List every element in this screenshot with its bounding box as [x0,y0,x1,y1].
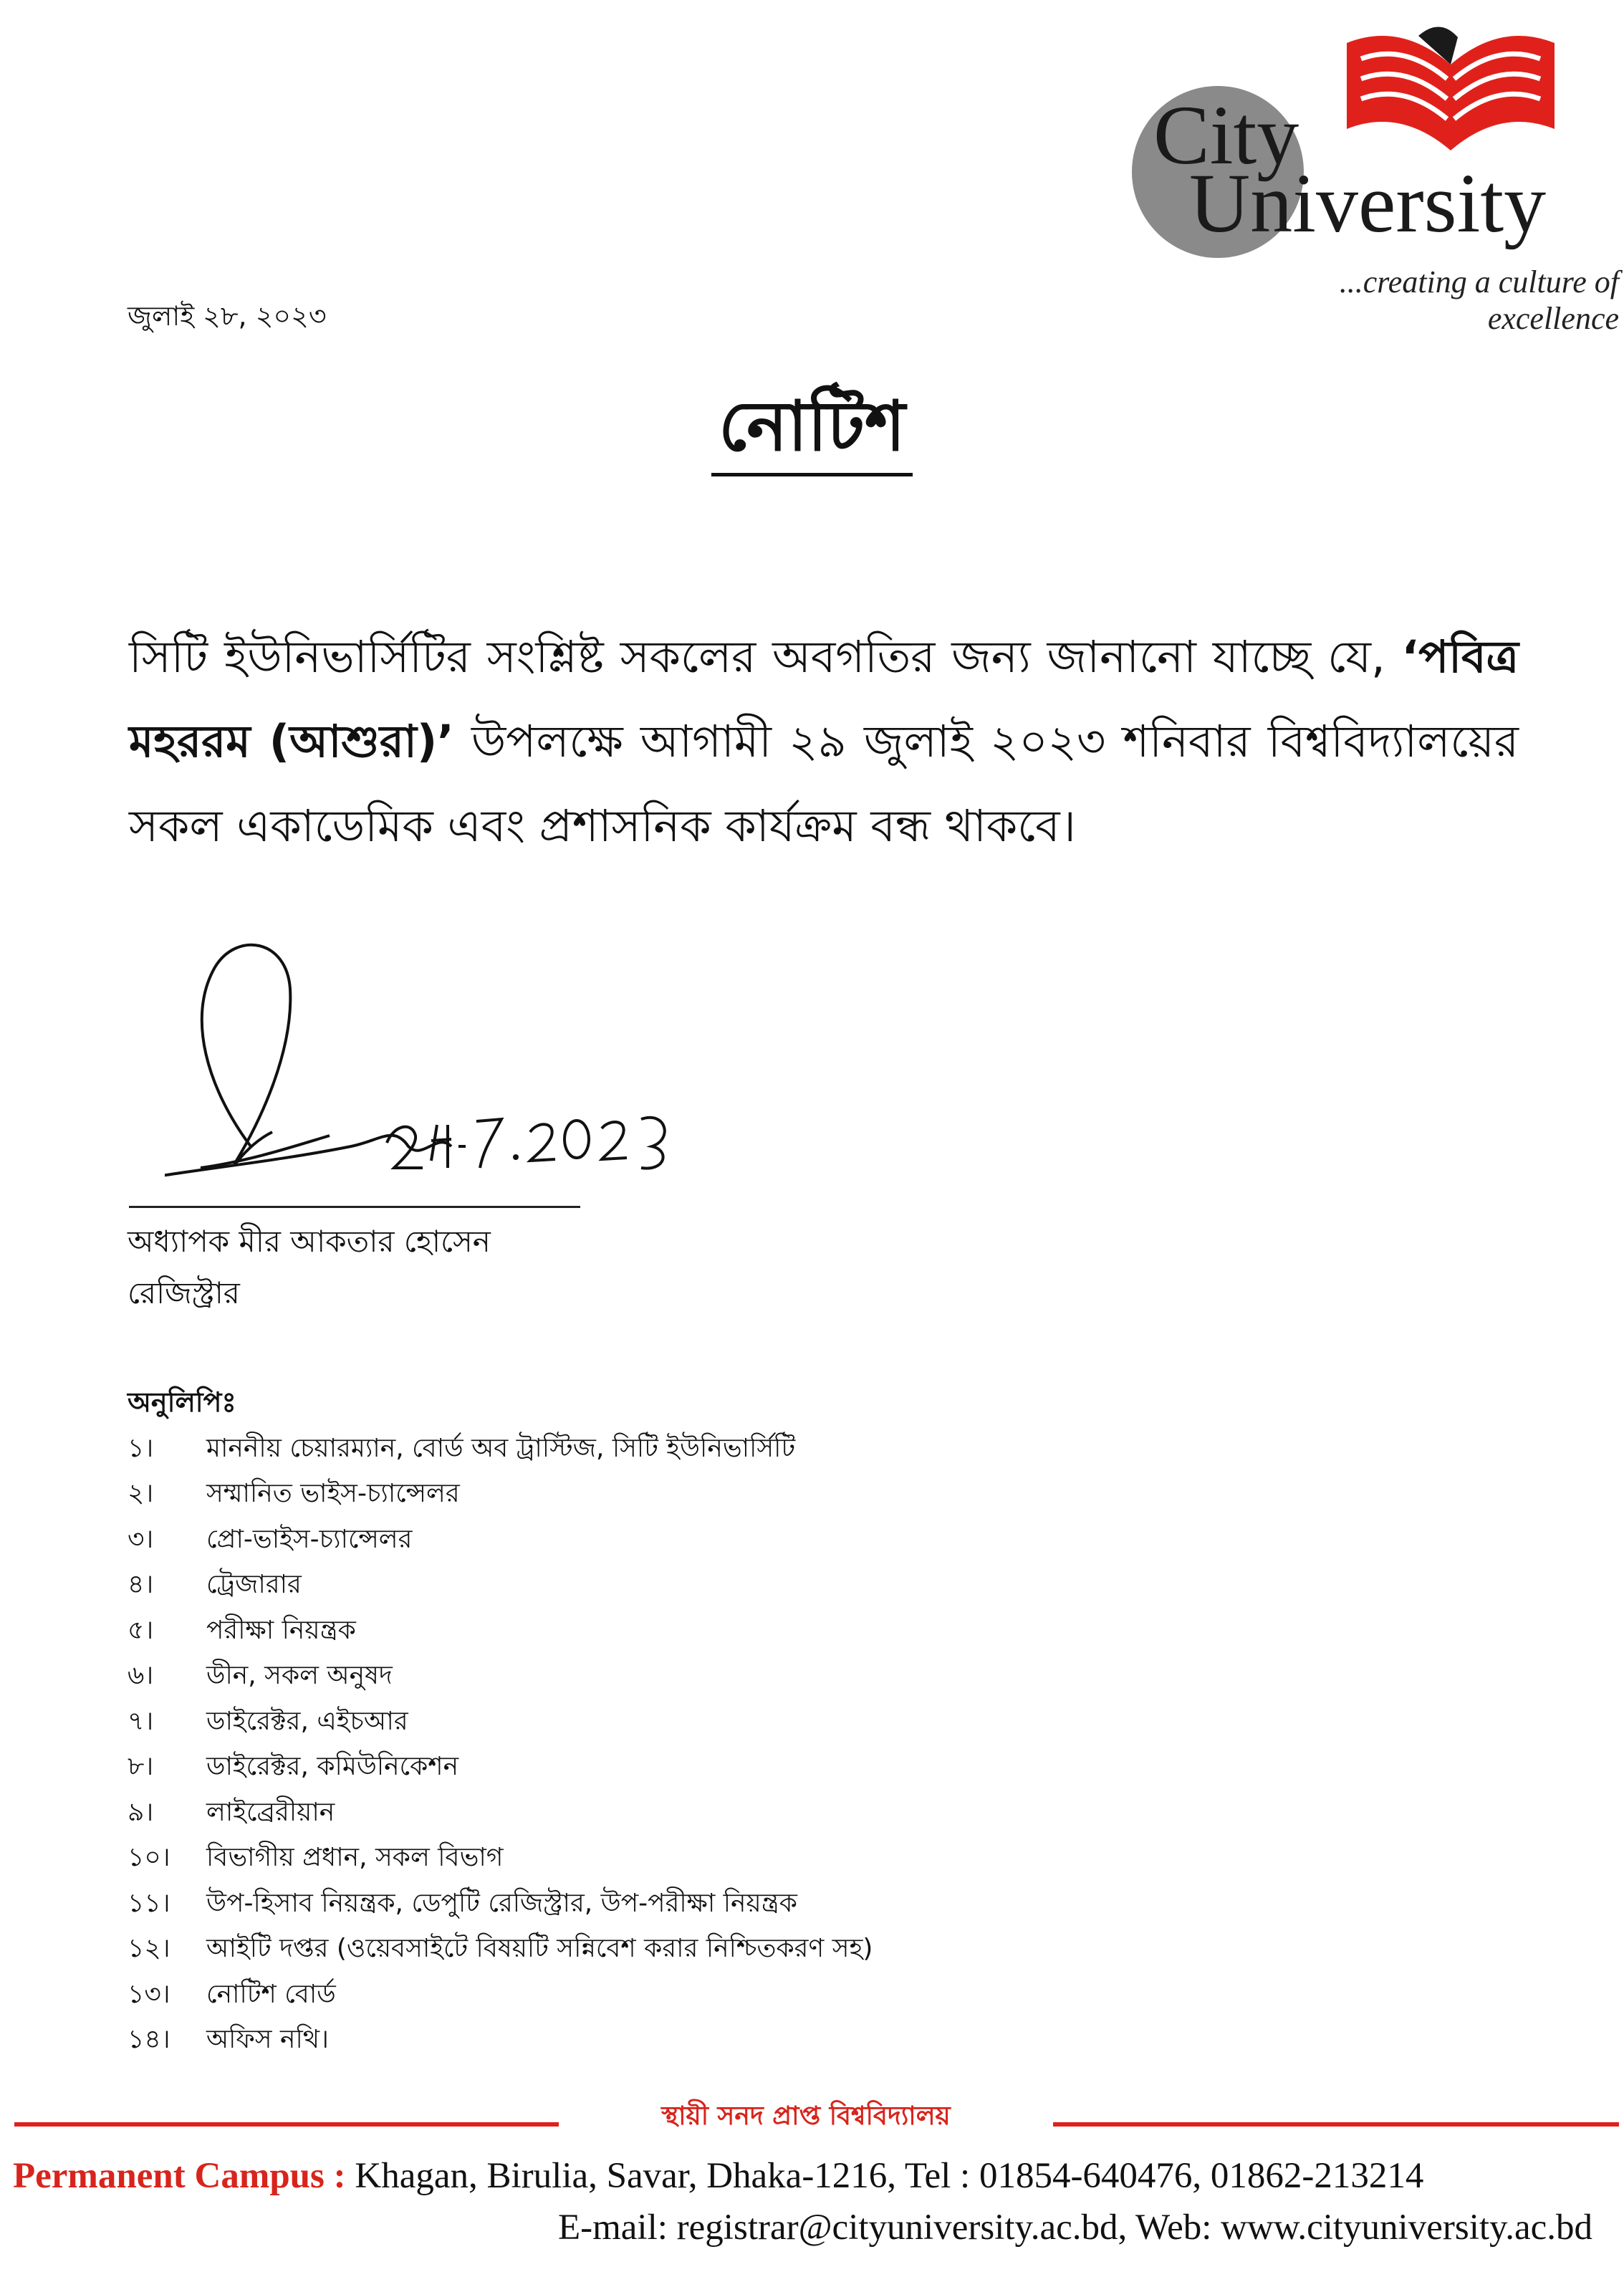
copy-recipient: মাননীয় চেয়ারম্যান, বোর্ড অব ট্রাস্টিজ, সিটি ইউনিভার্সিটি [206,1433,796,1463]
copy-number: ৬। [128,1661,154,1691]
footer-campus-address: Khagan, Birulia, Savar, Dhaka-1216, Tel : 01854-640476, 01862-213214 [345,2156,1424,2196]
copies-heading: অনুলিপিঃ [128,1386,236,1418]
list-item [128,1427,873,1473]
copy-recipient: বিভাগীয় প্রধান, সকল বিভাগ [206,1843,504,1873]
copy-number: ১০। [128,1843,170,1873]
copy-recipient: সম্মানিত ভাইস-চ্যান্সেলর [206,1479,460,1509]
list-item [128,1746,873,1792]
logo-city-text: City [1153,88,1299,182]
copy-recipient: ডাইরেক্টর, কমিউনিকেশন [206,1752,459,1782]
list-item [128,1609,873,1655]
footer-divider-right [1053,2122,1619,2127]
body-highlight: ‘পবিত্র মহররম (আশুরা)’ [129,631,1519,767]
signature-line [129,1206,580,1208]
copy-number: ৩। [128,1524,154,1554]
copy-recipient: ডাইরেক্টর, এইচআর [206,1706,408,1736]
copy-number: ২। [128,1479,154,1509]
copy-number: ১৩। [128,1979,170,2009]
footer-motto: স্থায়ী সনদ প্রাপ্ত বিশ্ববিদ্যালয় [661,2101,951,2131]
list-item [128,1473,873,1519]
copies-list [128,1427,873,2064]
logo-university-text: University [1189,156,1547,250]
footer-divider-left [14,2122,559,2127]
list-item [128,1655,873,1701]
list-item [128,1928,873,1974]
copy-recipient: আইটি দপ্তর (ওয়েবসাইটে বিষয়টি সন্নিবেশ করার নিশ্চিতকরণ সহ) [206,1934,873,1964]
copy-recipient: লাইব্রেরীয়ান [206,1797,335,1827]
copy-number: ৯। [128,1797,154,1827]
notice-date: জুলাই ২৮, ২০২৩ [128,300,327,332]
copy-recipient: ডীন, সকল অনুষদ [206,1661,393,1691]
list-item [128,1791,873,1837]
copy-number: ১১। [128,1888,170,1918]
copy-number: ৭। [128,1706,154,1736]
list-item [128,1837,873,1883]
list-item [128,1882,873,1928]
signatory-name: অধ্যাপক মীর আকতার হোসেন [128,1224,491,1259]
copy-recipient: ট্রেজারার [206,1570,302,1600]
list-item [128,2019,873,2065]
footer-campus-label: Permanent Campus : [13,2156,346,2196]
copy-recipient: পরীক্ষা নিয়ন্ত্রক [206,1615,356,1645]
university-logo [1118,14,1619,336]
list-item [128,1700,873,1746]
list-item [128,1564,873,1610]
notice-title: নোটিশ [711,387,913,476]
notice-body [129,615,1519,868]
footer-motto-row [0,2096,1624,2139]
footer-address [13,2155,1423,2197]
notice-title-wrap [0,387,1624,476]
signatory-designation: রেজিস্ট্রার [128,1275,240,1310]
body-part-1: সিটি ইউনিভার্সিটির সংশ্লিষ্ট সকলের অবগতির জন্য জানানো যাচ্ছে যে, [129,631,1402,683]
handwritten-signature [165,931,681,1204]
copy-number: ১। [128,1433,154,1463]
copy-number: ১৪। [128,2025,170,2055]
copy-number: ৫। [128,1615,154,1645]
body-part-2: উপলক্ষে আগামী ২৯ জুলাই ২০২৩ শনিবার বিশ্ববিদ্যালয়ের সকল একাডেমিক এবং প্রশাসনিক কার্যক্রম বন্ধ থাকবে। [129,715,1519,852]
footer-contact: E-mail: registrar@cityuniversity.ac.bd, Web: www.cityuniversity.ac.bd [557,2207,1592,2248]
copy-number: ১২। [128,1934,170,1964]
copy-recipient: উপ-হিসাব নিয়ন্ত্রক, ডেপুটি রেজিস্ট্রার, উপ-পরীক্ষা নিয়ন্ত্রক [206,1888,797,1918]
copy-number: ৮। [128,1752,154,1782]
copy-recipient: প্রো-ভাইস-চ্যান্সেলর [206,1524,413,1554]
copy-number: ৪। [128,1570,154,1600]
copy-recipient: অফিস নথি। [206,2025,329,2055]
list-item [128,1518,873,1564]
copy-recipient: নোটিশ বোর্ড [206,1979,336,2009]
open-book-icon [1332,21,1569,158]
logo-tagline: ...creating a culture of excellence [1339,264,1619,336]
list-item [128,1973,873,2019]
